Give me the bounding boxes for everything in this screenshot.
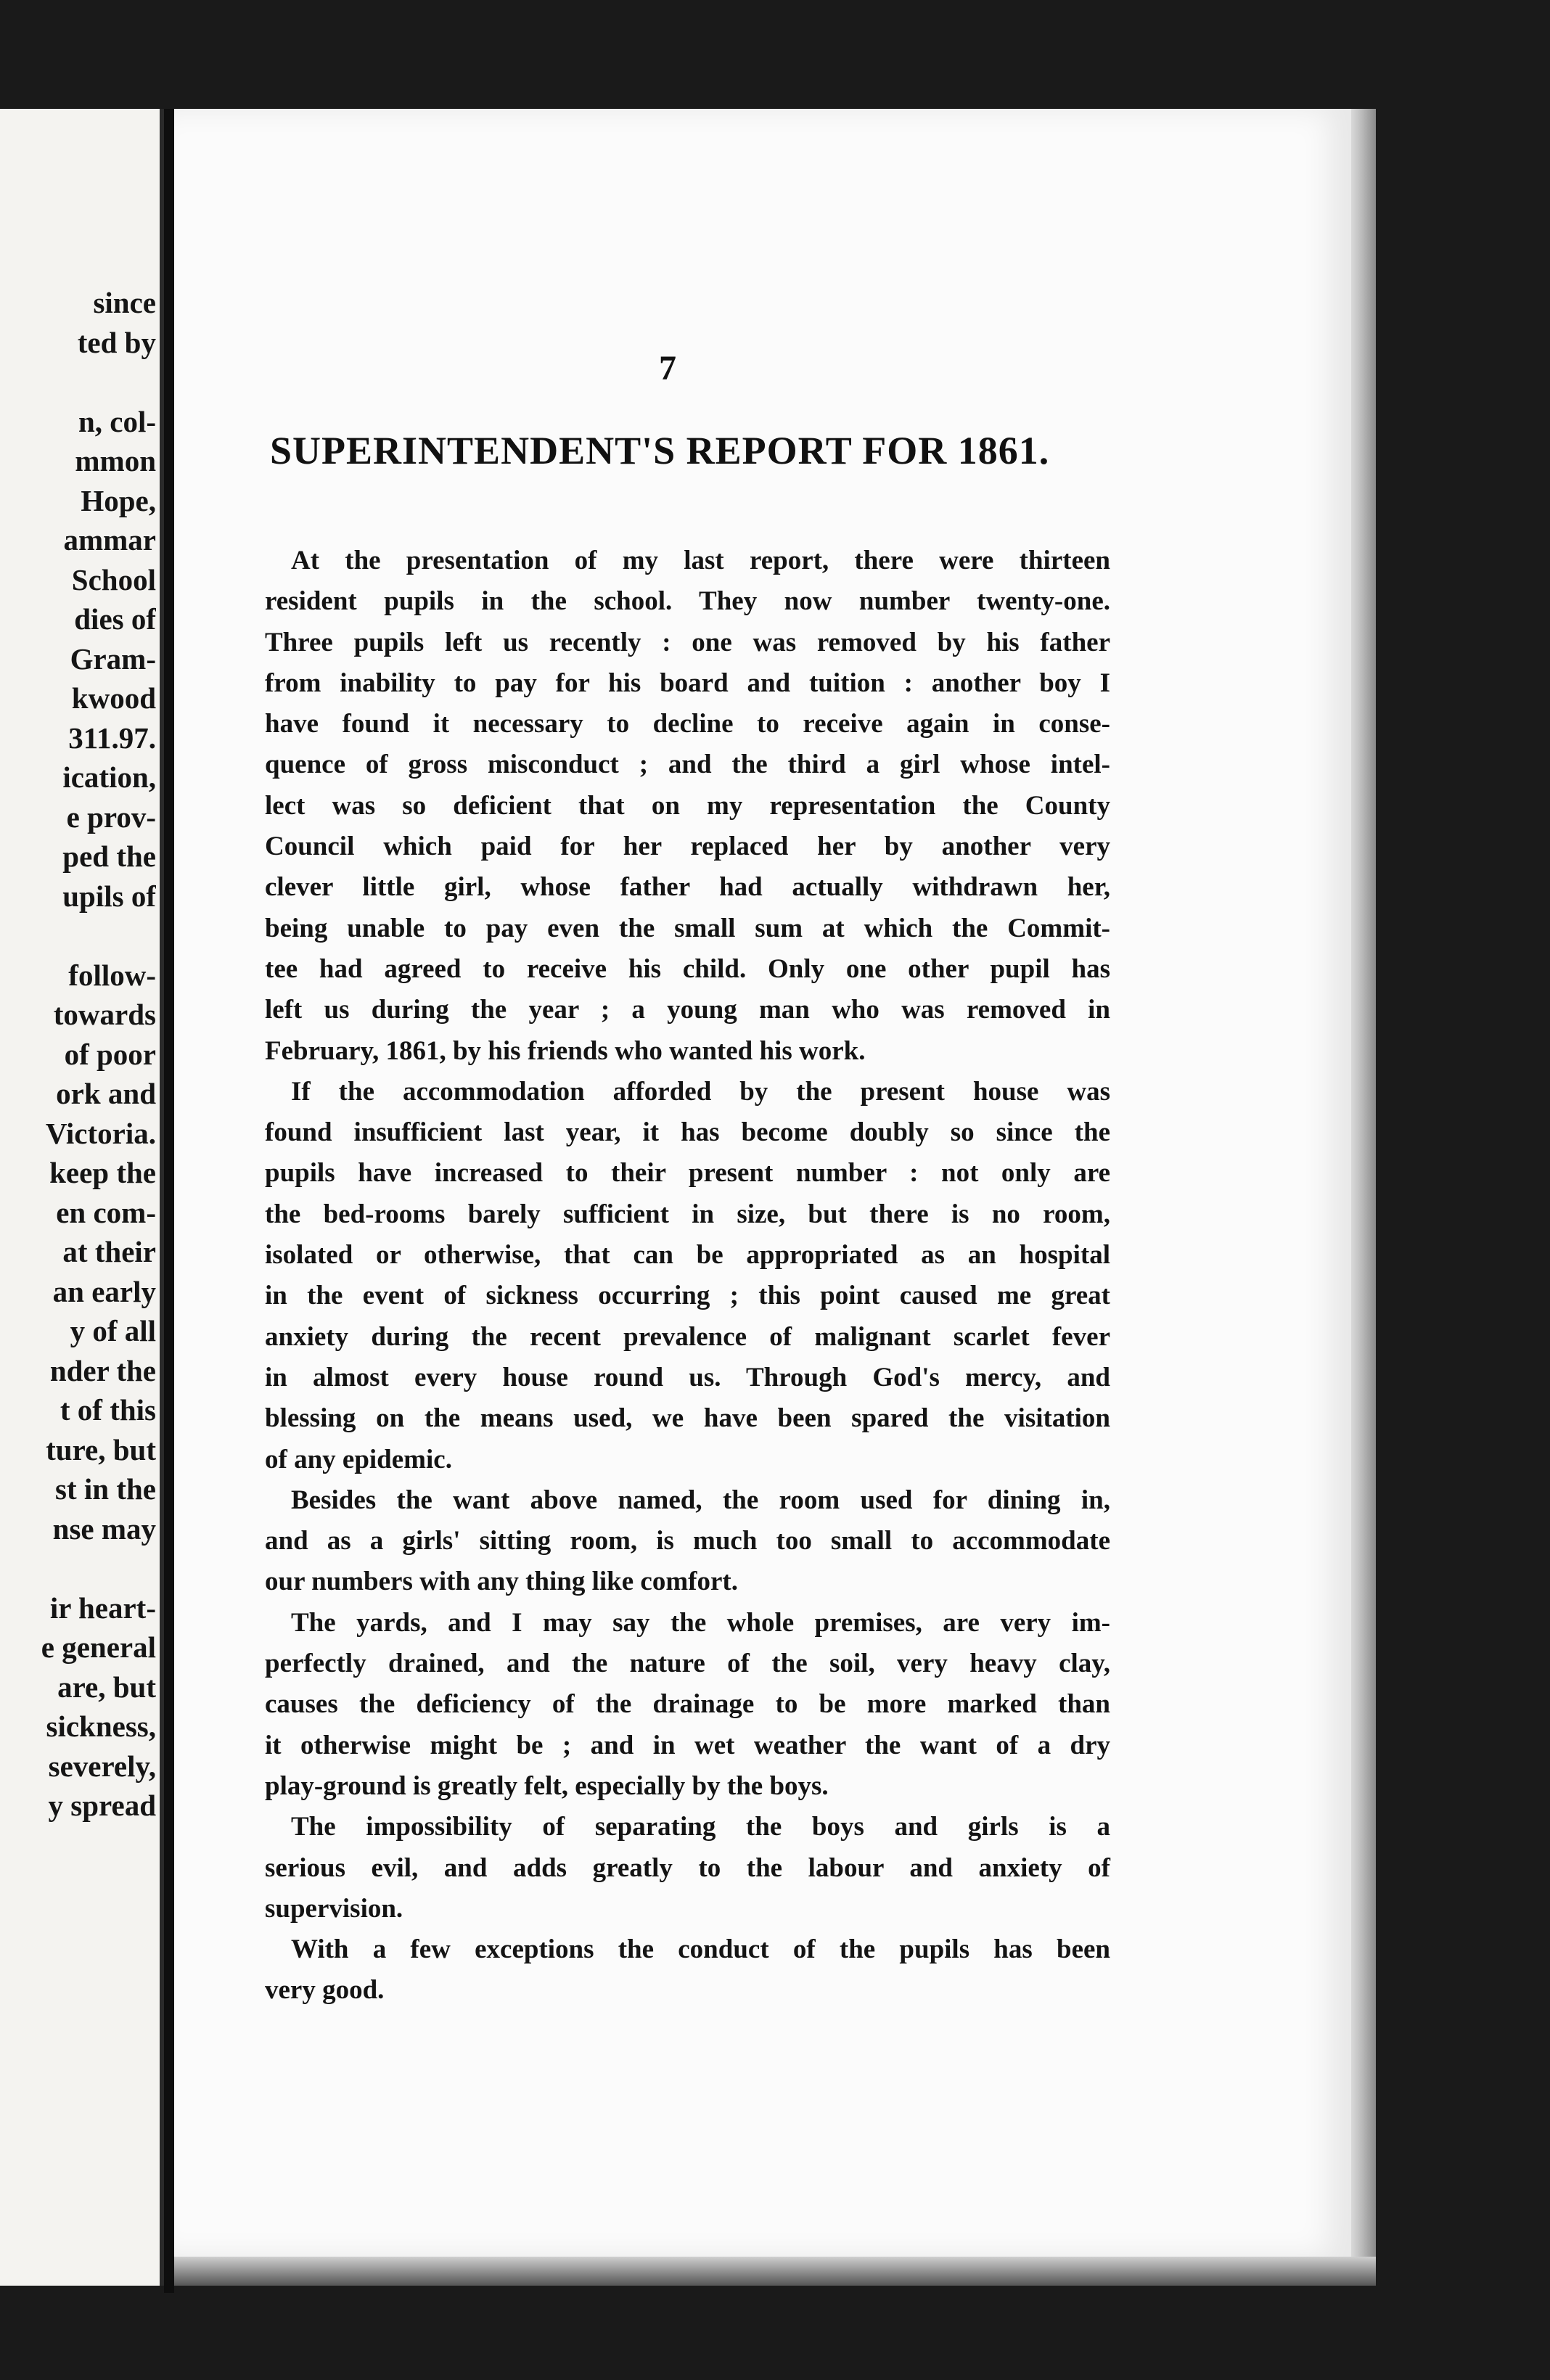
text-line: February, 1861, by his friends who wanted his work.: [265, 1035, 866, 1066]
text-line: in almost every house round us. Through God's mercy, and: [265, 1362, 1110, 1392]
page-number: 7: [659, 349, 676, 387]
facing-page-line: are, but: [57, 1670, 156, 1704]
text-line: in the event of sickness occurring ; this point caused me great: [265, 1281, 1110, 1311]
facing-page-line: y of all: [70, 1314, 156, 1347]
report-body: [265, 541, 1110, 2011]
facing-page-line: st in the: [55, 1472, 156, 1506]
report-paragraph: [265, 1072, 1110, 1480]
facing-page-line: towards: [53, 998, 156, 1031]
text-line: play-ground is greatly felt, especially by the boys.: [265, 1770, 829, 1801]
text-line: isolated or otherwise, that can be appropriated as an hospital: [265, 1240, 1110, 1271]
text-line: found insufficient last year, it has become doubly so since the: [265, 1117, 1110, 1148]
text-line: pupils have increased to their present number : not only are: [265, 1158, 1110, 1189]
text-line: resident pupils in the school. They now number twenty-one.: [265, 586, 1110, 617]
text-line: tee had agreed to receive his child. Only one other pupil has: [265, 953, 1110, 984]
text-line: Besides the want above named, the room used for dining in,: [291, 1485, 1110, 1515]
facing-page-line: since: [93, 286, 156, 319]
text-line: left us during the year ; a young man who was removed in: [265, 995, 1110, 1025]
text-line: have found it necessary to decline to receive again in conse-: [265, 709, 1110, 739]
facing-page-line: e prov-: [66, 800, 156, 834]
facing-page-line: 311.97.: [68, 721, 156, 755]
text-line: supervision.: [265, 1893, 403, 1924]
text-line: lect was so deficient that on my representation the County: [265, 790, 1110, 821]
facing-page-line: nse may: [52, 1511, 156, 1546]
text-line: quence of gross misconduct ; and the third a girl whose intel-: [265, 750, 1110, 780]
facing-page-line: ped the: [62, 840, 156, 873]
facing-page-line: nder the: [49, 1353, 156, 1387]
facing-page-line: sickness,: [46, 1710, 156, 1743]
facing-page-line: ted by: [77, 325, 156, 359]
book-gutter: [164, 109, 174, 2293]
facing-page-line: School: [71, 562, 156, 596]
report-paragraph: [265, 1603, 1110, 1807]
facing-page-line: [0, 916, 156, 956]
facing-page-line: ture, but: [46, 1432, 156, 1466]
facing-page-line: Gram-: [70, 641, 156, 676]
facing-page-line: of poor: [64, 1037, 156, 1071]
facing-page-line: upils of: [62, 879, 156, 913]
text-line: being unable to pay even the small sum at which the Commit-: [265, 913, 1110, 943]
report-paragraph: [265, 541, 1110, 1072]
facing-page-line: Victoria.: [45, 1116, 156, 1150]
facing-page-line: y spread: [48, 1789, 156, 1822]
text-line: it otherwise might be ; and in wet weather the want of a dry: [265, 1730, 1110, 1760]
facing-page-line: ication,: [62, 760, 156, 794]
facing-page-line: ork and: [56, 1077, 156, 1110]
text-line: Council which paid for her replaced her by another very: [265, 832, 1110, 862]
facing-page-line: an early: [52, 1274, 156, 1308]
facing-page-line: kwood: [71, 681, 156, 715]
report-paragraph: [265, 1807, 1110, 1929]
text-line: perfectly drained, and the nature of the soil, very heavy clay,: [265, 1649, 1110, 1679]
page-bottom-edge: [174, 2257, 1376, 2286]
facing-page-line: at their: [62, 1235, 156, 1268]
facing-page-line: severely,: [48, 1749, 156, 1783]
text-line: causes the deficiency of the drainage to be more marked than: [265, 1689, 1110, 1720]
facing-page-line: mmon: [75, 444, 156, 477]
facing-page-line: ir heart-: [49, 1591, 156, 1625]
facing-page-line: n, col-: [78, 404, 156, 438]
text-line: and as a girls' sitting room, is much too small to accommodate: [265, 1526, 1110, 1556]
text-line: blessing on the means used, we have been spared the visitation: [265, 1403, 1110, 1434]
text-line: anxiety during the recent prevalence of malignant scarlet fever: [265, 1321, 1110, 1352]
facing-page-line: Hope,: [81, 483, 156, 517]
text-line: clever little girl, whose father had actually withdrawn her,: [265, 872, 1110, 903]
text-line: of any epidemic.: [265, 1444, 452, 1474]
facing-page-line: dies of: [74, 602, 156, 636]
text-line: If the accommodation afforded by the present house was: [291, 1076, 1110, 1107]
facing-page-line: e general: [41, 1630, 156, 1664]
facing-page-text: [0, 283, 156, 1826]
text-line: With a few exceptions the conduct of the pupils has been: [291, 1934, 1110, 1965]
facing-page-line: [0, 1548, 156, 1588]
text-line: The yards, and I may say the whole premises, are very im-: [291, 1607, 1110, 1638]
report-paragraph: [265, 1480, 1110, 1603]
facing-page-line: ammar: [63, 523, 156, 557]
text-line: At the presentation of my last report, there were thirteen: [291, 546, 1110, 575]
text-line: from inability to pay for his board and tuition : another boy I: [265, 668, 1110, 698]
text-line: the bed-rooms barely sufficient in size, but there is no room,: [265, 1199, 1110, 1229]
report-paragraph: [265, 1929, 1110, 2011]
text-line: serious evil, and adds greatly to the labour and anxiety of: [265, 1852, 1110, 1883]
text-line: The impossibility of separating the boys and girls is a: [291, 1812, 1110, 1842]
facing-page-line: keep the: [49, 1156, 156, 1189]
text-line: our numbers with any thing like comfort.: [265, 1567, 738, 1597]
facing-page-line: t of this: [60, 1393, 156, 1427]
text-line: very good.: [265, 1975, 385, 2006]
page-edge: [1351, 109, 1376, 2257]
facing-page-line: en com-: [56, 1195, 156, 1229]
report-title: SUPERINTENDENT'S REPORT FOR 1861.: [270, 429, 1050, 472]
facing-page-line: [0, 362, 156, 402]
text-line: Three pupils left us recently : one was removed by his father: [265, 627, 1110, 657]
facing-page-line: follow-: [68, 958, 156, 992]
